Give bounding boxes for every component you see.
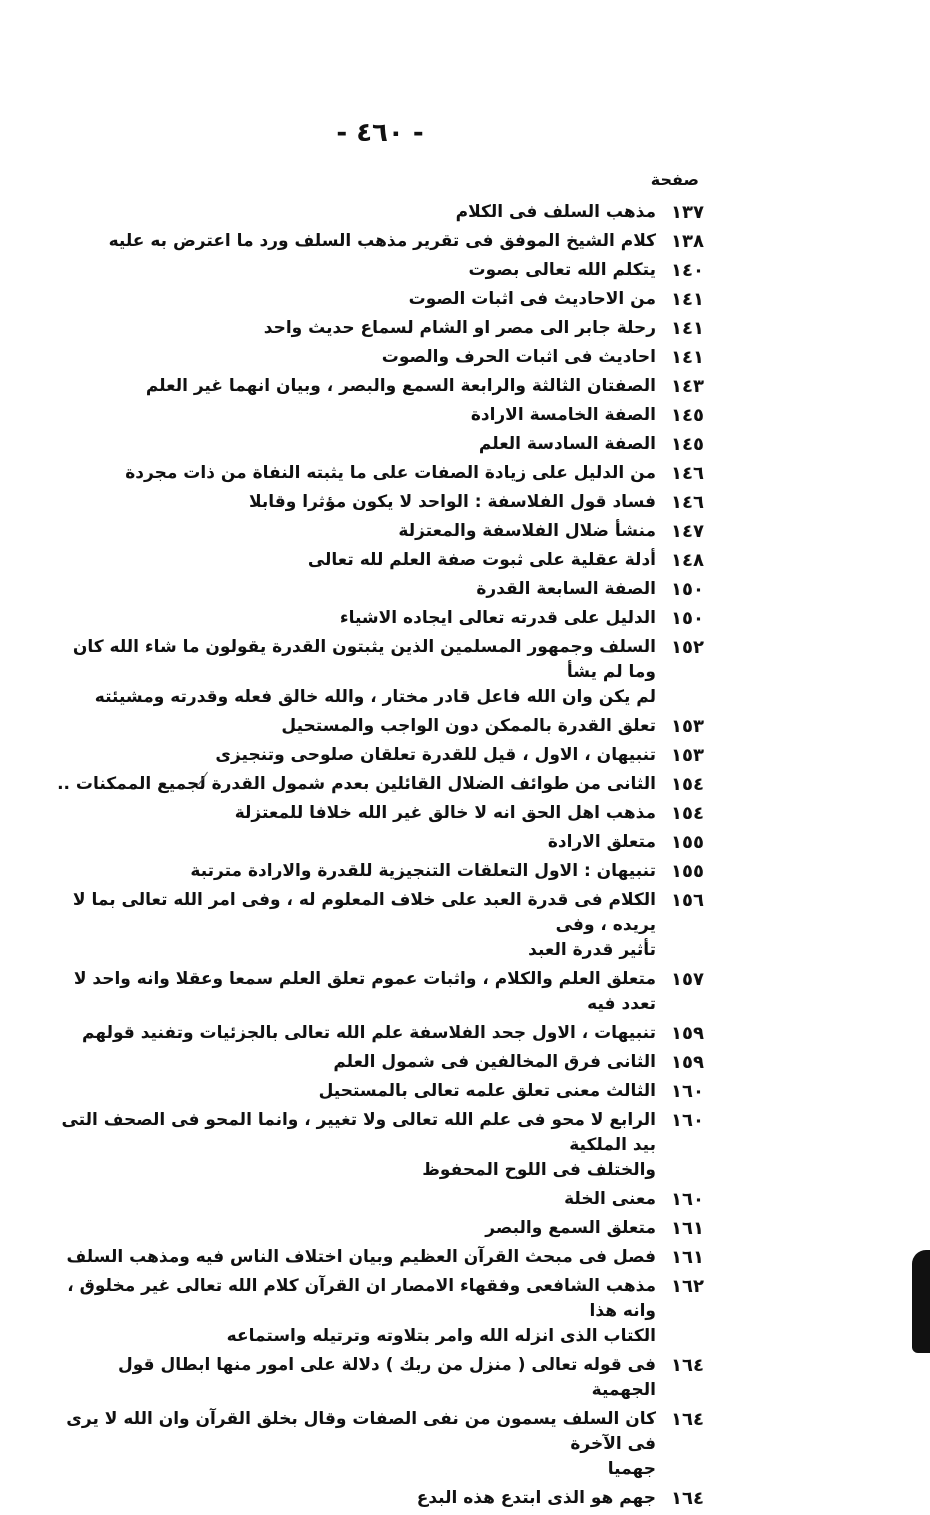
entry-page-number: ١٣٨ [671,231,704,252]
entry-title: تعلق القدرة بالممكن دون الواجب والمستحيل [281,716,656,736]
entry-title: مذهب اهل الحق انه لا خالق غير الله خلافا للمعتزلة [234,803,656,823]
toc-entry [54,229,704,254]
page-number: - ٤٦٠ - [336,118,424,148]
entry-page-number: ١٦٠ [671,1189,704,1210]
entry-title: متعلق السمع والبصر [485,1218,656,1238]
entry-title: من الدليل على زيادة الصفات على ما يثبته النفاة من ذات مجردة [125,463,656,483]
entry-page-number: ١٥٠ [671,608,704,629]
toc-entry [54,967,704,1017]
toc-entry [54,287,704,312]
toc-entry [54,548,704,573]
entry-title: فصل فى مبحث القرآن العظيم وبيان اختلاف الناس فيه ومذهب السلف [66,1247,656,1267]
toc-entry [54,859,704,884]
toc-entry [54,606,704,631]
entry-page-number: ١٥٥ [671,861,704,882]
toc-entry [54,1274,704,1349]
entry-title: فى قوله تعالى ( منزل من ربك ) دلالة على امور منها ابطال قول الجهمية [118,1355,656,1400]
entry-title: تنبيهان ، الاول ، قيل للقدرة تعلقان صلوحى وتنجيزى [215,745,656,765]
entry-page-number: ١٤٠ [671,260,704,281]
entry-title: تنبيهات ، الاول جحد الفلاسفة علم الله تعالى بالجزئيات وتفنيد قولهم [82,1023,656,1043]
toc-entry [54,1187,704,1212]
entry-page-number: ١٤١ [671,318,704,339]
entry-page-number: ١٤٣ [671,376,704,397]
entry-page-number: ١٦٤ [671,1409,704,1430]
entry-page-number: ١٥٤ [671,774,704,795]
entry-title: أدلة عقلية على ثبوت صفة العلم لله تعالى [307,550,656,570]
entry-title: تنبيهان : الاول التعلقات التنجيزية للقدرة والارادة مترتبة [190,861,656,881]
toc-entry [54,1108,704,1183]
toc-entry [54,374,704,399]
toc-entry [54,403,704,428]
entry-title: مذهب الشافعى وفقهاء الامصار ان القرآن كلام الله تعالى غير مخلوق ، وانه هذا الكتاب الذى انزله الله وامر بتلاوته وترتيله واستماعه [67,1276,656,1346]
page-column-header: صفحة [650,170,699,189]
entry-title: من الاحاديث فى اثبات الصوت [408,289,656,309]
entry-page-number: ١٥٣ [671,745,704,766]
entry-page-number: ١٥٦ [671,890,704,911]
entry-title: السلف وجمهور المسلمين الذين يثبتون القدرة يقولون ما شاء الله كان وما لم يشأ لم يكن وان الله فاعل قادر مختار ، والله خالق فعله وقدرته ومشيئته [72,637,656,707]
toc-entry [54,1079,704,1104]
entry-page-number: ١٦٤ [671,1355,704,1376]
entry-page-number: ١٥٣ [671,716,704,737]
entry-title: الصفة السابعة القدرة [476,579,656,599]
entry-page-number: ١٤٦ [671,492,704,513]
entry-page-number: ١٤٧ [671,521,704,542]
entry-title: كلام الشيخ الموفق فى تقرير مذهب السلف ورد ما اعترض به عليه [108,231,656,251]
toc-entry [54,1486,704,1511]
entry-title: الثالث معنى تعلق علمه تعالى بالمستحيل [318,1081,656,1101]
toc-entry [54,461,704,486]
entry-title: الثانى فرق المخالفين فى شمول العلم [333,1052,656,1072]
toc-entry [54,743,704,768]
toc-entry [54,772,704,797]
entry-title: جهم هو الذى ابتدع هذه البدع [416,1488,656,1508]
entry-title: رحلة جابر الى مصر او الشام لسماع حديث واحد [263,318,656,338]
toc-entry [54,635,704,710]
entry-page-number: ١٤٨ [671,550,704,571]
entry-page-number: ١٦٤ [671,1488,704,1509]
entry-page-number: ١٤٦ [671,463,704,484]
entry-title: الصفة الخامسة الارادة [470,405,656,425]
toc-entry [54,1021,704,1046]
entry-title: مذهب السلف فى الكلام [455,202,656,222]
entry-page-number: ١٤١ [671,347,704,368]
entry-title: الرابع لا محو فى علم الله تعالى ولا تغيير ، وانما المحو فى الصحف التى بيد الملكية والختلف فى اللوح المحفوظ [61,1110,656,1180]
entry-page-number: ١٤٥ [671,405,704,426]
entry-title: الكلام فى قدرة العبد على خلاف المعلوم له ، وفى امر الله تعالى بما لا يريده ، وفى تأثير قدرة العبد [72,890,656,960]
entry-title: الصفة السادسة العلم [478,434,656,454]
scan-edge-shadow [912,1250,930,1353]
entry-page-number: ١٦٢ [671,1276,704,1297]
entry-page-number: ١٦٠ [671,1110,704,1131]
toc-entry [54,1407,704,1482]
toc-entry [54,830,704,855]
entry-title: معنى الخلة [564,1189,656,1209]
entry-title: الصفتان الثالثة والرابعة السمع والبصر ، وبيان انهما غير العلم [145,376,656,396]
toc-entry [54,258,704,283]
toc-entry [54,345,704,370]
entry-page-number: ١٤١ [671,289,704,310]
entry-title: كان السلف يسمون من نفى الصفات وقال بخلق القرآن وان الله لا يرى فى الآخرة جهميا [66,1409,656,1479]
toc-entry [54,316,704,341]
toc-entry [54,801,704,826]
toc-entry [54,200,704,225]
entry-page-number: ١٣٧ [671,202,704,223]
table-of-contents [54,200,704,1515]
toc-entry [54,888,704,963]
entry-title: منشأ ضلال الفلاسفة والمعتزلة [398,521,656,541]
entry-page-number: ١٤٥ [671,434,704,455]
entry-page-number: ١٥٩ [671,1052,704,1073]
entry-title: متعلق العلم والكلام ، واثبات عموم تعلق العلم سمعا وعقلا وانه واحد لا تعدد فيه [73,969,656,1014]
toc-entry [54,1353,704,1403]
entry-page-number: ١٦١ [671,1247,704,1268]
entry-page-number: ١٥٧ [671,969,704,990]
entry-title: متعلق الارادة [547,832,656,852]
toc-entry [54,577,704,602]
entry-page-number: ١٥٢ [671,637,704,658]
toc-entry [54,1050,704,1075]
toc-entry [54,1216,704,1241]
toc-entry [54,714,704,739]
entry-page-number: ١٦١ [671,1218,704,1239]
entry-page-number: ١٦٠ [671,1081,704,1102]
entry-title: الدليل على قدرته تعالى ايجاده الاشياء [339,608,656,628]
entry-page-number: ١٥٥ [671,832,704,853]
entry-page-number: ١٥٤ [671,803,704,824]
entry-title: الثانى من طوائف الضلال القائلين بعدم شمول القدرة لجميع الممكنات .. [57,774,656,794]
toc-entry [54,490,704,515]
toc-entry [54,432,704,457]
toc-entry [54,1245,704,1270]
entry-title: احاديث فى اثبات الحرف والصوت [381,347,656,367]
entry-page-number: ١٥٠ [671,579,704,600]
toc-entry [54,519,704,544]
entry-title: فساد قول الفلاسفة : الواحد لا يكون مؤثرا وقابلا [248,492,656,512]
entry-title: يتكلم الله تعالى بصوت [468,260,656,280]
entry-page-number: ١٥٩ [671,1023,704,1044]
